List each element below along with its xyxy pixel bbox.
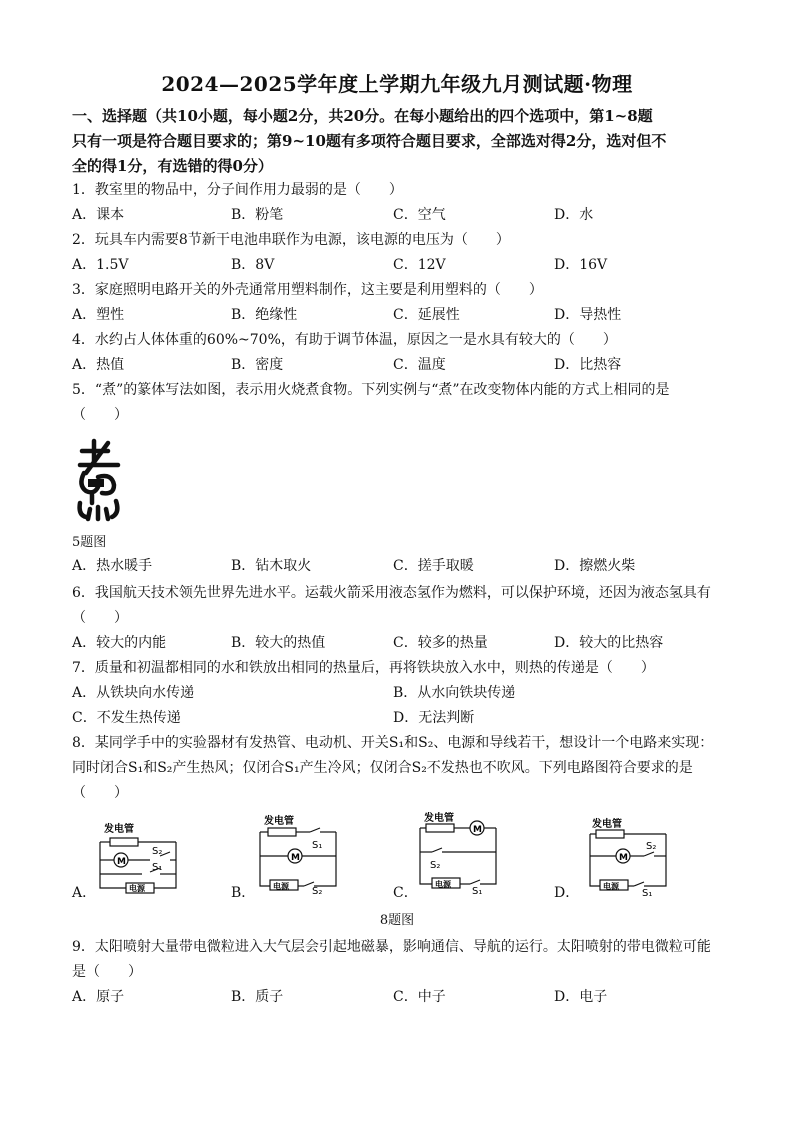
q9-option-c: C．中子 (393, 989, 446, 1005)
motor-label: M (473, 825, 482, 835)
q6-option-c: C．较多的热量 (393, 635, 488, 651)
q4-option-c: C．温度 (393, 357, 446, 373)
circuit-diagram-c (414, 812, 504, 894)
q7-option-b: B．从水向铁块传递 (393, 685, 516, 701)
q7-option-c: C．不发生热传递 (72, 710, 181, 726)
question-8-stem-cont: 同时闭合S₁和S₂产生热风；仅闭合S₁产生冷风；仅闭合S₂不发热也不吹风。下列电路图符合要求的是 (72, 760, 693, 776)
q6-option-a: A．较大的内能 (72, 635, 167, 651)
circuit-diagram-a (94, 820, 184, 896)
q9-option-a: A．原子 (72, 989, 125, 1005)
switch-s2-label: S₂ (430, 860, 441, 871)
q5-option-c: C．搓手取暖 (393, 558, 474, 574)
motor-label: M (117, 857, 126, 867)
q5-option-d: D．擦燃火柴 (554, 558, 636, 574)
q8-option-d: D． (554, 885, 580, 901)
question-5-stem: 5．“煮”的篆体写法如图，表示用火烧煮食物。下列实例与“煮”在改变物体内能的方式上相同的是 (72, 382, 670, 398)
question-8-stem: 8．某同学手中的实验器材有发热管、电动机、开关S₁和S₂、电源和导线若干，想设计一个电路来实现： (72, 735, 714, 751)
switch-s2-label: S₂ (312, 886, 323, 894)
circuit-diagram-b (254, 814, 344, 894)
q1-option-a: A．课本 (72, 207, 125, 223)
heater-label: 发电管 (424, 813, 454, 824)
q3-option-b: B．绝缘性 (231, 307, 298, 323)
q7-option-d: D．无法判断 (393, 710, 475, 726)
switch-s1-label: S₁ (642, 888, 653, 896)
power-source-label: 电源 (603, 882, 619, 891)
q2-option-a: A．1.5V (72, 257, 129, 273)
page-title: 2024—2025学年度上学期九年级九月测试题·物理 (161, 72, 633, 96)
q2-option-b: B．8V (231, 257, 275, 273)
q1-option-b: B．粉笔 (231, 207, 284, 223)
question-6-stem-cont: （ ） (72, 610, 128, 626)
q5-option-a: A．热水暖手 (72, 558, 153, 574)
switch-s2-label: S₂ (152, 846, 163, 857)
q2-option-c: C．12V (393, 257, 446, 273)
circuit-diagram-d (584, 816, 674, 896)
question-8-stem-cont2: （ ） (72, 785, 128, 801)
question-3-stem: 3．家庭照明电路开关的外壳通常用塑料制作，这主要是利用塑料的（ ） (72, 282, 543, 298)
power-source-label: 电源 (273, 882, 289, 891)
heater-label: 发电管 (104, 824, 134, 835)
switch-s2-label: S₂ (646, 841, 657, 852)
zhu-seal-script-image (74, 437, 124, 523)
q3-option-d: D．导热性 (554, 307, 622, 323)
section-instructions-line3: 全的得1分，有选错的得0分） (72, 157, 273, 175)
q5-figure-caption: 5题图 (72, 535, 107, 550)
question-7-stem: 7．质量和初温都相同的水和铁放出相同的热量后，再将铁块放入水中，则热的传递是（ ） (72, 660, 655, 676)
heater-label: 发电管 (592, 819, 622, 830)
q8-option-a: A． (72, 885, 97, 901)
q4-option-a: A．热值 (72, 357, 125, 373)
heater-label: 发电管 (264, 816, 294, 827)
question-9-stem: 9．太阳喷射大量带电微粒进入大气层会引起地磁暴，影响通信、导航的运行。太阳喷射的带电微粒可能 (72, 939, 711, 955)
power-source-label: 电源 (435, 880, 451, 889)
switch-s1-label: S₁ (472, 886, 483, 894)
power-source-label: 电源 (129, 884, 145, 893)
q9-option-b: B．质子 (231, 989, 284, 1005)
q8-option-b: B． (231, 885, 256, 901)
q8-option-c: C． (393, 885, 418, 901)
q3-option-c: C．延展性 (393, 307, 460, 323)
question-9-stem-cont: 是（ ） (72, 964, 142, 980)
switch-s1-label: S₁ (312, 840, 323, 851)
q6-option-d: D．较大的比热容 (554, 635, 664, 651)
q1-option-c: C．空气 (393, 207, 446, 223)
q4-option-b: B．密度 (231, 357, 284, 373)
motor-label: M (619, 853, 628, 863)
q3-option-a: A．塑性 (72, 307, 125, 323)
q4-option-d: D．比热容 (554, 357, 622, 373)
q9-option-d: D．电子 (554, 989, 608, 1005)
question-1-stem: 1．教室里的物品中，分子间作用力最弱的是（ ） (72, 182, 403, 198)
section-instructions-line2: 只有一项是符合题目要求的；第9~10题有多项符合题目要求，全部选对得2分，选对但不 (72, 132, 667, 150)
motor-label: M (291, 853, 300, 863)
question-6-stem: 6．我国航天技术领先世界先进水平。运载火箭采用液态氢作为燃料，可以保护环境，还因为液态氢具有 (72, 585, 711, 601)
q7-option-a: A．从铁块向水传递 (72, 685, 195, 701)
q6-option-b: B．较大的热值 (231, 635, 326, 651)
q5-option-b: B．钻木取火 (231, 558, 312, 574)
question-4-stem: 4．水约占人体体重的60%~70%，有助于调节体温，原因之一是水具有较大的（ ） (72, 332, 617, 348)
switch-s1-label: S₁ (152, 862, 163, 873)
question-5-stem-cont: （ ） (72, 407, 128, 423)
question-2-stem: 2．玩具车内需要8节新干电池串联作为电源，该电源的电压为（ ） (72, 232, 510, 248)
q1-option-d: D．水 (554, 207, 594, 223)
section-instructions-line1: 一、选择题（共10小题，每小题2分，共20分。在每小题给出的四个选项中，第1~8题 (72, 107, 653, 125)
q8-figure-caption: 8题图 (379, 913, 415, 928)
q2-option-d: D．16V (554, 257, 608, 273)
